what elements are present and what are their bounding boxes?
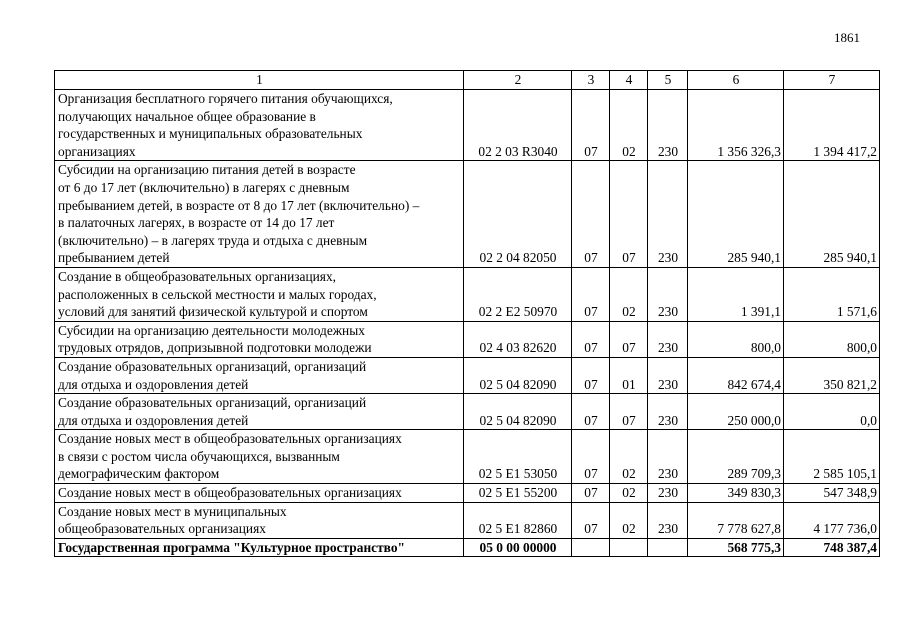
column-header: 4: [610, 71, 648, 90]
row-code: 02 5 E1 53050: [464, 430, 572, 484]
row-type: 230: [648, 502, 688, 538]
row-description: Создание в общеобразовательных организациях, расположенных в сельской местности и малых городах, условий для занятий физической культурой и спортом: [55, 267, 464, 321]
row-section: 07: [572, 484, 610, 503]
row-value-col7: 2 585 105,1: [784, 430, 880, 484]
row-section: 07: [572, 502, 610, 538]
row-value-col6: 842 674,4: [688, 357, 784, 393]
row-code: 02 5 04 82090: [464, 394, 572, 430]
table-row: [55, 90, 880, 161]
row-subsection: 02: [610, 267, 648, 321]
row-section: 07: [572, 161, 610, 268]
row-type: 230: [648, 321, 688, 357]
row-type: 230: [648, 161, 688, 268]
total-row: [55, 538, 880, 557]
table-header-row: [55, 71, 880, 90]
row-value-col6: 7 778 627,8: [688, 502, 784, 538]
row-section: 07: [572, 267, 610, 321]
row-value-col7: 350 821,2: [784, 357, 880, 393]
row-value-col6: 349 830,3: [688, 484, 784, 503]
row-code: 02 2 03 R3040: [464, 90, 572, 161]
row-type: 230: [648, 357, 688, 393]
row-code: 02 4 03 82620: [464, 321, 572, 357]
row-section: 07: [572, 90, 610, 161]
row-subsection: 02: [610, 430, 648, 484]
total-value-col6: 568 775,3: [688, 538, 784, 557]
total-code: 05 0 00 00000: [464, 538, 572, 557]
row-value-col6: 1 391,1: [688, 267, 784, 321]
row-section: 07: [572, 394, 610, 430]
table-row: [55, 357, 880, 393]
row-value-col6: 250 000,0: [688, 394, 784, 430]
row-description: Создание новых мест в общеобразовательных организациях в связи с ростом числа обучающихся, вызванным демографическим фактором: [55, 430, 464, 484]
row-value-col7: 285 940,1: [784, 161, 880, 268]
total-section: [572, 538, 610, 557]
row-code: 02 5 04 82090: [464, 357, 572, 393]
row-code: 02 2 04 82050: [464, 161, 572, 268]
table-row: [55, 502, 880, 538]
row-value-col7: 1 571,6: [784, 267, 880, 321]
row-code: 02 5 E1 55200: [464, 484, 572, 503]
row-description: Организация бесплатного горячего питания обучающихся, получающих начальное общее образование в государственных и муниципальных образовательных организациях: [55, 90, 464, 161]
budget-table: [54, 70, 880, 557]
table-row: [55, 267, 880, 321]
row-value-col7: 4 177 736,0: [784, 502, 880, 538]
row-value-col6: 800,0: [688, 321, 784, 357]
row-type: 230: [648, 90, 688, 161]
column-header: 5: [648, 71, 688, 90]
row-value-col7: 547 348,9: [784, 484, 880, 503]
row-subsection: 01: [610, 357, 648, 393]
row-value-col7: 0,0: [784, 394, 880, 430]
row-subsection: 02: [610, 90, 648, 161]
column-header: 6: [688, 71, 784, 90]
table-row: [55, 321, 880, 357]
table-row: [55, 484, 880, 503]
total-description: Государственная программа "Культурное пространство": [55, 538, 464, 557]
row-code: 02 2 E2 50970: [464, 267, 572, 321]
row-subsection: 02: [610, 502, 648, 538]
column-header: 1: [55, 71, 464, 90]
row-description: Создание образовательных организаций, организаций для отдыха и оздоровления детей: [55, 357, 464, 393]
row-description: Создание новых мест в общеобразовательных организациях: [55, 484, 464, 503]
row-description: Субсидии на организацию питания детей в возрасте от 6 до 17 лет (включительно) в лагерях с дневным пребыванием детей, в возрасте от 8 до 17 лет (включительно) – в палаточных лагерях, в возрасте от 14 до 17 лет (включительно) – в лагерях труда и отдыха с дневным пребыванием детей: [55, 161, 464, 268]
total-type: [648, 538, 688, 557]
row-section: 07: [572, 357, 610, 393]
row-description: Создание образовательных организаций, организаций для отдыха и оздоровления детей: [55, 394, 464, 430]
page-number: 1861: [834, 30, 860, 45]
row-subsection: 07: [610, 321, 648, 357]
row-value-col7: 800,0: [784, 321, 880, 357]
row-type: 230: [648, 484, 688, 503]
row-type: 230: [648, 267, 688, 321]
row-code: 02 5 E1 82860: [464, 502, 572, 538]
row-value-col7: 1 394 417,2: [784, 90, 880, 161]
row-value-col6: 289 709,3: [688, 430, 784, 484]
row-value-col6: 1 356 326,3: [688, 90, 784, 161]
row-type: 230: [648, 394, 688, 430]
table-body: [55, 90, 880, 557]
total-value-col7: 748 387,4: [784, 538, 880, 557]
column-header: 2: [464, 71, 572, 90]
row-subsection: 07: [610, 161, 648, 268]
row-section: 07: [572, 430, 610, 484]
row-subsection: 02: [610, 484, 648, 503]
row-section: 07: [572, 321, 610, 357]
column-header: 7: [784, 71, 880, 90]
table-row: [55, 430, 880, 484]
total-subsection: [610, 538, 648, 557]
row-description: Субсидии на организацию деятельности молодежных трудовых отрядов, допризывной подготовки молодежи: [55, 321, 464, 357]
row-type: 230: [648, 430, 688, 484]
row-subsection: 07: [610, 394, 648, 430]
table-row: [55, 161, 880, 268]
column-header: 3: [572, 71, 610, 90]
row-value-col6: 285 940,1: [688, 161, 784, 268]
table-row: [55, 394, 880, 430]
row-description: Создание новых мест в муниципальных общеобразовательных организациях: [55, 502, 464, 538]
